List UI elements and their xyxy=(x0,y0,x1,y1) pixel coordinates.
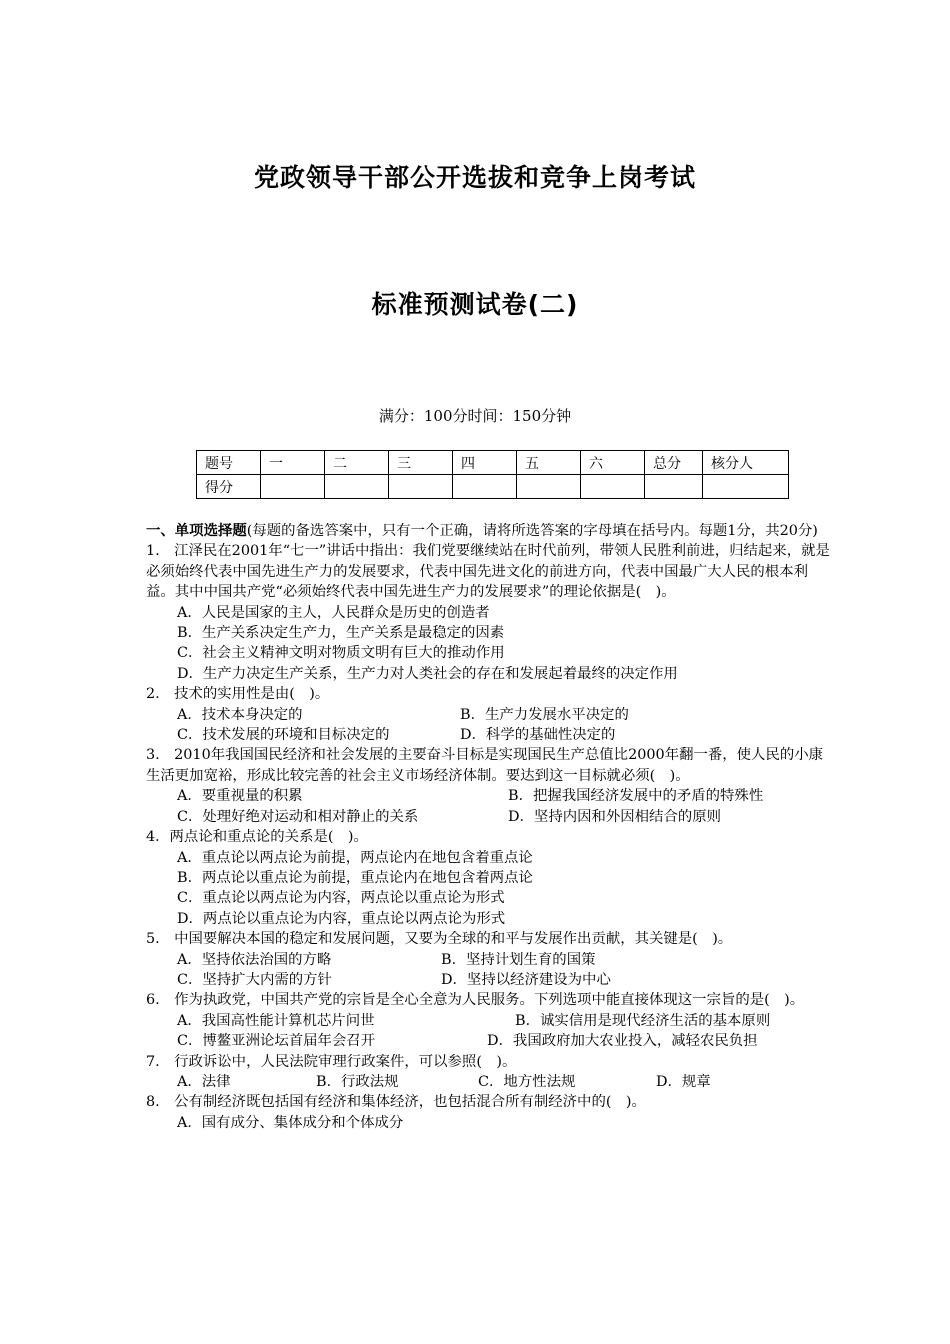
score-table-cell: 四 xyxy=(453,451,517,475)
section-heading xyxy=(146,521,836,541)
answer-option-row xyxy=(146,725,836,745)
score-table-cell: 六 xyxy=(581,451,645,475)
question-stem: 5. 中国要解决本国的稳定和发展问题，又要为全球的和平与发展作出贡献，其关键是( )。 xyxy=(146,931,733,948)
score-input-cell[interactable] xyxy=(703,475,789,499)
answer-option: C．技术发展的环境和目标决定的 xyxy=(177,727,390,744)
score-table-cell: 三 xyxy=(389,451,453,475)
answer-option: B．坚持计划生育的国策 xyxy=(441,951,596,968)
score-input-cell[interactable] xyxy=(581,475,645,499)
question-stem: 7. 行政诉讼中，人民法院审理行政案件，可以参照( )。 xyxy=(146,1053,517,1070)
answer-option: C．地方性法规 xyxy=(478,1073,576,1090)
answer-option: C．重点论以两点论为内容，两点论以重点论为形式 xyxy=(177,890,505,907)
answer-option-row xyxy=(146,1011,836,1031)
answer-option: A．技术本身决定的 xyxy=(177,706,303,723)
score-table-cell: 核分人 xyxy=(703,451,789,475)
answer-option-row xyxy=(146,1072,836,1092)
score-input-cell[interactable] xyxy=(325,475,389,499)
score-input-cell[interactable] xyxy=(261,475,325,499)
answer-option: C．社会主义精神文明对物质文明有巨大的推动作用 xyxy=(177,645,505,662)
section-title: 一、单项选择题 xyxy=(146,522,247,539)
answer-option: B．诚实信用是现代经济生活的基本原则 xyxy=(515,1012,771,1029)
answer-option: A．要重视量的积累 xyxy=(177,788,303,805)
question-stem: 4．两点论和重点论的关系是( )。 xyxy=(146,829,368,846)
answer-option-row xyxy=(146,807,836,827)
answer-option: A．人民是国家的主人，人民群众是历史的创造者 xyxy=(177,604,490,621)
question-stem: 3. 2010年我国国民经济和社会发展的主要奋斗目标是实现国民生产总值比2000年翻一番，使人民的小康生活更加宽裕，形成比较完善的社会主义市场经济体制。要达到这一目标就必须( )。 xyxy=(146,747,823,784)
score-input-cell[interactable] xyxy=(453,475,517,499)
score-table-cell: 一 xyxy=(261,451,325,475)
answer-option-row xyxy=(146,970,836,990)
question-stem: 2. 技术的实用性是由( )。 xyxy=(146,686,330,703)
answer-option: B．生产关系决定生产力，生产关系是最稳定的因素 xyxy=(177,625,505,642)
question-stem: 6. 作为执政党，中国共产党的宗旨是全心全意为人民服务。下列选项中能直接体现这一宗旨的是( )。 xyxy=(146,992,805,1009)
answer-option: A．法律 xyxy=(177,1073,231,1090)
answer-option: A．我国高性能计算机芯片问世 xyxy=(177,1012,375,1029)
question-stem: 8. 公有制经济既包括国有经济和集体经济，也包括混合所有制经济中的( )。 xyxy=(146,1094,646,1111)
score-table-cell: 五 xyxy=(517,451,581,475)
answer-option: B．两点论以重点论为前提，重点论内在地包含着两点论 xyxy=(177,869,533,886)
score-table-score-row xyxy=(197,475,789,499)
answer-option: A．坚持依法治国的方略 xyxy=(177,951,332,968)
exam-info: 满分：100分时间：150分钟 xyxy=(378,407,572,425)
answer-option: D．坚持以经济建设为中心 xyxy=(441,971,611,988)
answer-option-row xyxy=(146,1031,836,1051)
answer-option-row xyxy=(146,950,836,970)
document-title-line2: 标准预测试卷(二) xyxy=(371,290,579,319)
answer-option: D．两点论以重点论为内容，重点论以两点论为形式 xyxy=(177,910,506,927)
score-input-cell[interactable] xyxy=(517,475,581,499)
answer-option: B．行政法规 xyxy=(316,1073,399,1090)
score-table-cell: 二 xyxy=(325,451,389,475)
answer-option-row xyxy=(146,786,836,806)
question-stem: 1. 江泽民在2001年“七一”讲话中指出：我们党要继续站在时代前列，带领人民胜利前进，归结起来，就是必须始终代表中国先进生产力的发展要求，代表中国先进文化的前进方向，代表中国最广大人民的根本利益。其中中国共产党“必须始终代表中国先进生产力的发展要求”的理论依据是( )。 xyxy=(146,543,830,601)
answer-option: D．我国政府加大农业投入，减轻农民负担 xyxy=(487,1033,758,1050)
answer-option: D．生产力决定生产关系，生产力对人类社会的存在和发展起着最终的决定作用 xyxy=(177,665,678,682)
answer-option: C．坚持扩大内需的方针 xyxy=(177,971,332,988)
answer-option: B．把握我国经济发展中的矛盾的特殊性 xyxy=(508,788,764,805)
answer-option: C．博鳌亚洲论坛首届年会召开 xyxy=(177,1033,376,1050)
answer-option: C．处理好绝对运动和相对静止的关系 xyxy=(177,808,419,825)
answer-option: D．规章 xyxy=(656,1073,711,1090)
question-section xyxy=(146,521,836,1133)
score-table-cell: 总分 xyxy=(645,451,703,475)
score-table xyxy=(196,450,789,499)
answer-option: A．重点论以两点论为前提，两点论内在地包含着重点论 xyxy=(177,849,533,866)
answer-option: D．科学的基础性决定的 xyxy=(460,727,616,744)
answer-option: B．生产力发展水平决定的 xyxy=(460,706,629,723)
section-instructions: (每题的备选答案中，只有一个正确，请将所选答案的字母填在括号内。每题1分，共20分) xyxy=(246,523,818,539)
score-table-header-row xyxy=(197,451,789,475)
score-input-cell[interactable] xyxy=(645,475,703,499)
score-input-cell[interactable] xyxy=(389,475,453,499)
score-table-cell: 得分 xyxy=(197,475,261,499)
answer-option-row xyxy=(146,705,836,725)
document-title-line1: 党政领导干部公开选拔和竞争上岗考试 xyxy=(253,163,696,192)
answer-option: D．坚持内因和外因相结合的原则 xyxy=(508,808,722,825)
score-table-cell: 题号 xyxy=(197,451,261,475)
answer-option: A．国有成分、集体成分和个体成分 xyxy=(177,1114,404,1131)
